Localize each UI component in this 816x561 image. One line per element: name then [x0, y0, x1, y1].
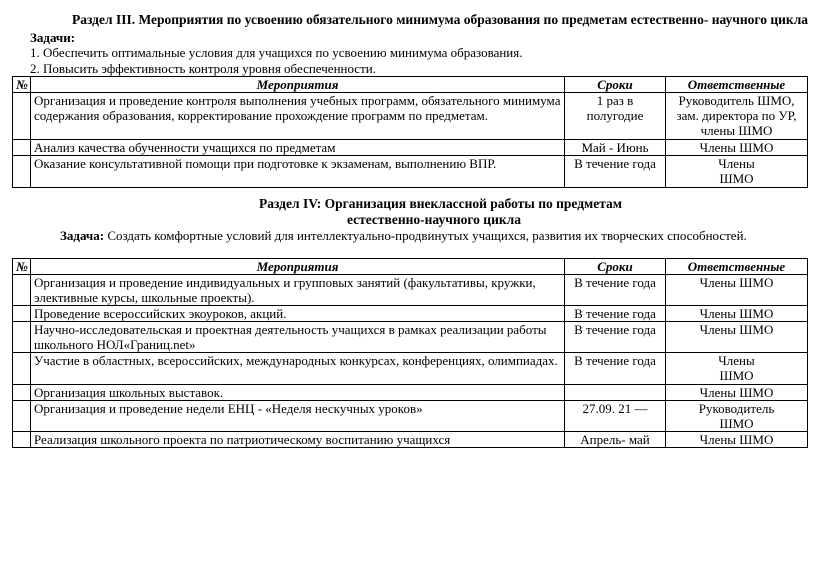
- table-row: [13, 140, 808, 156]
- row-resp: Члены ШМО: [666, 156, 808, 188]
- table-row: [13, 93, 808, 140]
- header-term: Сроки: [565, 77, 666, 93]
- section4-table: [12, 258, 808, 448]
- row-resp: Члены ШМО: [666, 353, 808, 385]
- row-num: [13, 156, 31, 188]
- row-num: [13, 322, 31, 353]
- row-resp: Члены ШМО: [666, 275, 808, 306]
- row-term: В течение года: [565, 353, 666, 385]
- row-event: Организация и проведение контроля выполнения учебных программ, обязательного минимума содержания образования, корректирование прохождение программ по предметам.: [31, 93, 565, 140]
- header-num: №: [13, 77, 31, 93]
- section3-task-2: 2. Повысить эффективность контроля уровня обеспеченности.: [30, 61, 376, 76]
- row-event: Организация и проведение недели ЕНЦ - «Неделя нескучных уроков»: [31, 401, 565, 432]
- row-event: Проведение всероссийских экоуроков, акций.: [31, 306, 565, 322]
- row-num: [13, 306, 31, 322]
- section3-tasks-label: Задачи:: [30, 30, 76, 45]
- row-num: [13, 401, 31, 432]
- header-resp: Ответственные: [666, 77, 808, 93]
- row-term: В течение года: [565, 306, 666, 322]
- header-resp: Ответственные: [666, 259, 808, 275]
- row-event: Научно-исследовательская и проектная деятельность учащихся в рамках реализации работы школьного НОЛ«Границ.net»: [31, 322, 565, 353]
- row-resp: Руководитель ШМО, зам. директора по УР, члены ШМО: [666, 93, 808, 140]
- section3-table: [12, 76, 808, 188]
- row-num: [13, 275, 31, 306]
- row-resp: Члены ШМО: [666, 140, 808, 156]
- section4-task-label: Задача:: [60, 228, 105, 243]
- row-event: Реализация школьного проекта по патриотическому воспитанию учащихся: [31, 432, 565, 448]
- header-event: Мероприятия: [31, 259, 565, 275]
- section3-task-1: 1. Обеспечить оптимальные условия для учащихся по усвоению минимума образования.: [30, 45, 523, 60]
- row-term: Апрель- май: [565, 432, 666, 448]
- header-num: №: [13, 259, 31, 275]
- section4-title-line1: Раздел IV: Организация внеклассной работы по предметам: [259, 196, 622, 211]
- row-num: [13, 432, 31, 448]
- row-event: Организация и проведение индивидуальных и групповых занятий (факультативы, кружки, элективные курсы, школьные проекты).: [31, 275, 565, 306]
- table-header-row: [13, 259, 808, 275]
- table-row: [13, 432, 808, 448]
- row-num: [13, 140, 31, 156]
- row-term: Май - Июнь: [565, 140, 666, 156]
- row-term: 1 раз в полугодие: [565, 93, 666, 140]
- row-num: [13, 93, 31, 140]
- section4-task-text: Создать комфортные условий для интеллектуально-продвинутых учащихся, развития их творческих способностей.: [104, 228, 747, 243]
- header-term: Сроки: [565, 259, 666, 275]
- row-resp: Члены ШМО: [666, 385, 808, 401]
- table-row: [13, 322, 808, 353]
- row-term: В течение года: [565, 156, 666, 188]
- table-row: [13, 306, 808, 322]
- table-header-row: [13, 77, 808, 93]
- table-row: [13, 401, 808, 432]
- header-event: Мероприятия: [31, 77, 565, 93]
- section4-title-line2: естественно-научного цикла: [347, 212, 521, 227]
- row-term: В течение года: [565, 275, 666, 306]
- row-resp: Члены ШМО: [666, 306, 808, 322]
- row-term: [565, 385, 666, 401]
- row-event: Оказание консультативной помощи при подготовке к экзаменам, выполнению ВПР.: [31, 156, 565, 188]
- row-resp: Члены ШМО: [666, 432, 808, 448]
- section4-task: [60, 228, 747, 244]
- row-resp: Члены ШМО: [666, 322, 808, 353]
- table-row: [13, 385, 808, 401]
- table-row: [13, 156, 808, 188]
- row-event: Анализ качества обученности учащихся по предметам: [31, 140, 565, 156]
- row-num: [13, 385, 31, 401]
- section3-title: Раздел III. Мероприятия по усвоению обязательного минимума образования по предметам естественно- научного цикла: [72, 12, 809, 27]
- row-event: Участие в областных, всероссийских, международных конкурсах, конференциях, олимпиадах.: [31, 353, 565, 385]
- table-row: [13, 353, 808, 385]
- row-resp: Руководитель ШМО: [666, 401, 808, 432]
- row-event: Организация школьных выставок.: [31, 385, 565, 401]
- row-term: 27.09. 21 —: [565, 401, 666, 432]
- table-row: [13, 275, 808, 306]
- row-term: В течение года: [565, 322, 666, 353]
- row-num: [13, 353, 31, 385]
